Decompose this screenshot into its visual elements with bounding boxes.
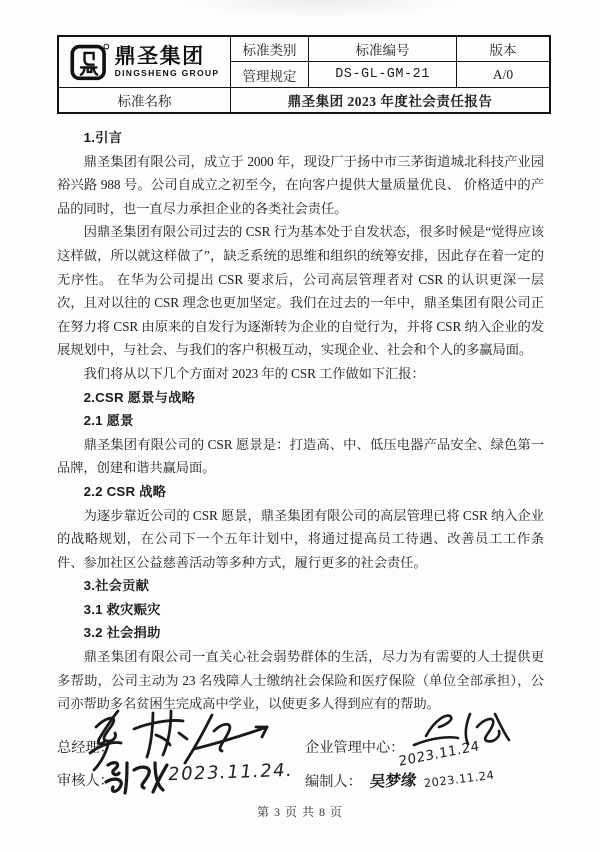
dingsheng-logo-icon	[70, 42, 110, 82]
gm-label: 总经理：	[57, 740, 114, 756]
section-heading: 3.1 救灾赈灾	[83, 601, 161, 617]
preparer-date: 2023.11.24	[423, 767, 496, 791]
company-logo	[59, 39, 230, 85]
reviewer-date: 2023.11.24.	[166, 759, 295, 786]
scan-noise-artifact	[180, 0, 460, 18]
standard-header-table	[57, 35, 551, 114]
preparer-name-signature: 吴梦缘	[368, 771, 418, 791]
section-heading: 1.引言	[83, 130, 123, 145]
paragraph: 鼎圣集团有限公司的 CSR 愿景是：打造高、中、低压电器产品安全、绿色第一品牌，创建和谐共赢局面。	[57, 436, 544, 476]
document-body	[57, 126, 544, 716]
section-heading: 3.2 社会捐助	[83, 625, 161, 641]
brand-name-cn: 鼎圣集团	[114, 45, 205, 69]
section-heading: 2.2 CSR 战略	[83, 483, 167, 499]
paragraph: 因鼎圣集团有限公司过去的 CSR 行为基本处于自发状态，很多时候是“觉得应该这样做，所以就这样做了”，缺乏系统的思维和组织的统筹安排，因此存在着一定的无序性。 在华为公司提出 CSR 要求后，公司高层管理者对 CSR 的认识更深一层次，且对以往的 CSR 理念也更加坚定。我们在过去的一年中，鼎圣集团有限公司正在努力将 CSR 由原来的自发行为逐渐转为企业的自觉行为，并将 CSR 纳入企业的发展规划中，与社会、与我们的客户积极互动，实现企业、社会和个人的多赢局面。	[57, 224, 544, 358]
standard-name-title: 鼎圣集团 2023 年度社会责任报告	[231, 88, 551, 114]
paragraph: 我们将从以下几个方面对 2023 年的 CSR 工作做如下汇报：	[83, 365, 425, 381]
label-standard-number: 标准编号	[309, 36, 457, 62]
reviewer-label: 审核人：	[57, 773, 114, 789]
brand-text	[115, 46, 220, 78]
section-heading: 3.社会贡献	[83, 578, 150, 594]
preparer-label: 编制人：	[305, 774, 362, 790]
page-number-indicator: 第 3 页 共 8 页	[256, 805, 343, 819]
preparer-row	[305, 769, 495, 791]
brand-name-en: DINGSHENG GROUP	[114, 68, 220, 79]
paragraph: 鼎圣集团有限公司一直关心社会弱势群体的生活，尽力为有需要的人士提供更多帮助，公司主动为 23 名残障人士缴纳社会保险和医疗保险（单位全部承担），公司亦帮助多名贫困生完成高中学业，以使更多人得到应有的帮助。	[57, 649, 544, 712]
paragraph: 为逐步靠近公司的 CSR 愿景，鼎圣集团有限公司的高层管理已将 CSR 纳入企业的战略规划，在公司下一个五年计划中，将通过提高员工待遇、改善员工工作条件、参加社区公益慈善活动等多种方式，履行更多的社会责任。	[57, 507, 544, 570]
label-version: 版本	[457, 36, 551, 62]
logo-cell	[58, 36, 231, 88]
label-standard-category: 标准类别	[231, 36, 309, 62]
reviewer-signature	[100, 755, 172, 799]
value-standard-number: DS-GL-GM-21	[309, 62, 457, 88]
value-standard-category: 管理规定	[231, 62, 309, 88]
paragraph: 鼎圣集团有限公司，成立于 2000 年，现设厂于扬中市三茅街道城北科技产业园裕兴路 988 号。公司自成立之初至今，在向客户提供大量质量优良、 价格适中的产品的同时，也一直尽力承担企业的各类社会责任。	[57, 153, 544, 216]
section-heading: 2.1 愿景	[83, 413, 134, 429]
label-standard-name: 标准名称	[58, 88, 231, 114]
section-heading: 2.CSR 愿景与战略	[83, 389, 196, 405]
emc-date: 2023.11.24	[398, 738, 481, 770]
value-version: A/0	[457, 62, 551, 88]
emc-label: 企业管理中心：	[305, 740, 405, 756]
